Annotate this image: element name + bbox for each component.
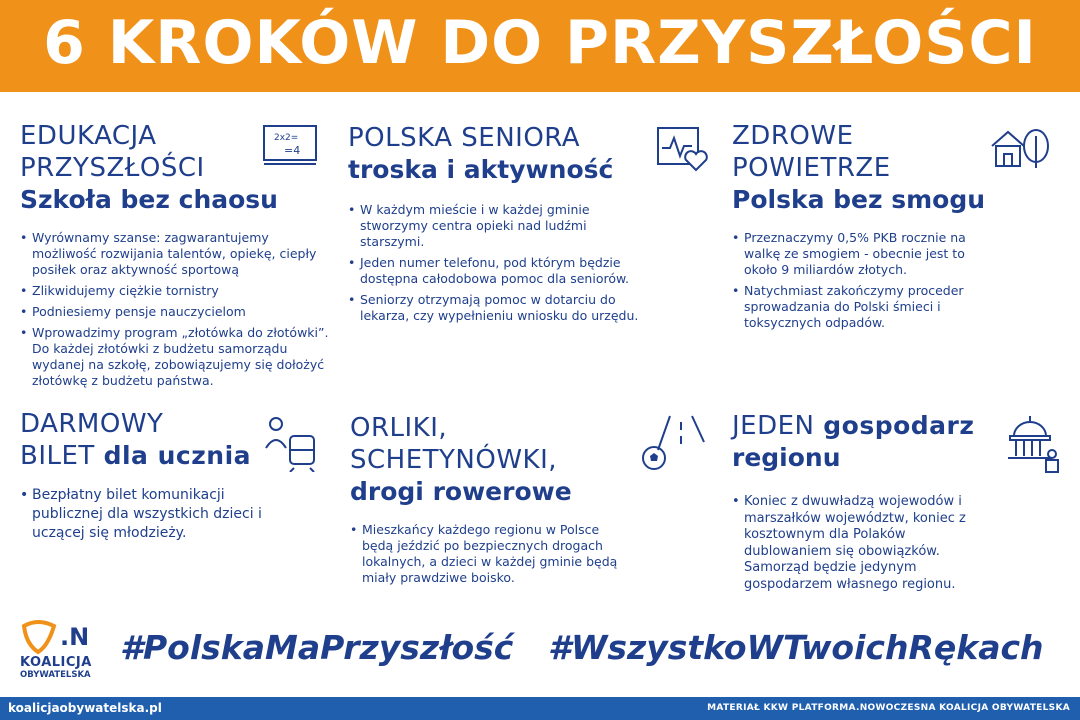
bullet-item: • Jeden numer telefonu, pod którym będzie dostępna całodobowa pomoc dla seniorów.	[348, 255, 648, 287]
section-subtitle: Szkoła bez chaosu	[20, 185, 278, 214]
government-building-icon	[1006, 414, 1064, 476]
section-region	[732, 410, 1052, 598]
bullet-item: • Koniec z dwuwładzą wojewodów i marszałków województw, koniec z kosztownym dla Polaków dublowaniem się obowiązków. Samorząd będzie jedynym gospodarzem własnego regionu.	[732, 494, 992, 593]
logo-subname: OBYWATELSKA	[20, 670, 91, 680]
title-bold-part: dla ucznia	[103, 441, 252, 470]
svg-text:=4: =4	[284, 144, 301, 157]
footer-website[interactable]: koalicjaobywatelska.pl	[8, 701, 162, 715]
title-thin-part: JEDEN	[732, 411, 824, 441]
chalkboard-icon	[262, 124, 318, 166]
bullet-item: • Przeznaczymy 0,5% PKB rocznie na walkę ze smogiem - obecnie jest to około 9 miliardów złotych.	[732, 230, 992, 278]
bullet-item: • W każdym mieście i w każdej gminie stworzymy centra opieki nad ludźmi starszymi.	[348, 202, 648, 250]
section-title-line: ORLIKI,	[350, 413, 448, 443]
section-subtitle: regionu	[732, 443, 841, 472]
section-title-line: PRZYSZŁOŚCI	[20, 153, 205, 183]
footer-credit: MATERIAŁ KKW PLATFORMA.NOWOCZESNA KOALICJA OBYWATELSKA	[707, 703, 1070, 713]
section-title-line: SCHETYNÓWKI,	[350, 445, 558, 475]
student-train-icon	[264, 414, 320, 472]
section-title-line: ZDROWE	[732, 121, 854, 151]
footer-bar	[0, 697, 1080, 720]
section-title-line: DARMOWY	[20, 409, 164, 439]
bullet-item: • Wprowadzimy program „złotówka do złotówki”. Do każdej złotówki z budżetu samorządu wydanej na szkołę, zobowiązujemy się dołożyć złotówkę z budżetu państwa.	[20, 325, 330, 389]
bullet-list	[732, 230, 992, 331]
title-bold-part: gospodarz	[823, 411, 975, 440]
bullet-list	[20, 486, 270, 543]
section-subtitle: drogi rowerowe	[350, 477, 572, 506]
bullet-item: • Mieszkańcy każdego regionu w Polsce będą jeździć po bezpiecznych drogach lokalnych, a dzieci w każdej gminie będą miały prawdziwe boisko.	[350, 522, 630, 586]
logo-mark: .N	[60, 623, 90, 651]
section-title-line: POWIETRZE	[732, 153, 891, 183]
section-title-line: POLSKA SENIORA	[348, 123, 581, 153]
section-title-line	[732, 410, 1052, 442]
bullet-list	[350, 522, 630, 586]
section-subtitle: Polska bez smogu	[732, 185, 986, 214]
section-subtitle: troska i aktywność	[348, 155, 614, 184]
bullet-item: • Wyrównamy szanse: zagwarantujemy możliwość rozwijania talentów, opiekę, ciepły posiłek oraz aktywność sportową	[20, 230, 330, 278]
hashtag-2: #WszystkoWTwoichRękach	[548, 628, 1044, 667]
bullet-item: • Podniesiemy pensje nauczycielom	[20, 304, 330, 320]
section-roads	[350, 412, 670, 591]
svg-text:2x2=: 2x2=	[274, 133, 299, 143]
bullet-list	[20, 230, 330, 389]
header-banner	[0, 0, 1080, 92]
bullet-list	[732, 494, 992, 593]
bullet-item: • Zlikwidujemy ciężkie tornistry	[20, 283, 330, 299]
title-thin-part: BILET	[20, 441, 104, 471]
bullet-item: • Bezpłatny bilet komunikacji publicznej dla wszystkich dzieci i uczącej się młodzieży.	[20, 486, 270, 543]
house-tree-icon	[990, 126, 1052, 170]
bullet-list	[348, 202, 648, 324]
logo-name: KOALICJA	[20, 655, 92, 670]
road-ball-icon	[640, 414, 706, 474]
page-title: 6 KROKÓW DO PRZYSZŁOŚCI	[43, 8, 1037, 78]
section-title-line: EDUKACJA	[20, 121, 157, 151]
bullet-item: • Natychmiast zakończymy proceder sprowadzania do Polski śmieci i toksycznych odpadów.	[732, 283, 992, 331]
heart-monitor-icon	[656, 126, 714, 172]
section-senior	[348, 122, 688, 329]
bullet-item: • Seniorzy otrzymają pomoc w dotarciu do lekarza, czy wypełnieniu wniosku do urzędu.	[348, 292, 648, 324]
hashtag-1: #PolskaMaPrzyszłość	[120, 628, 514, 667]
